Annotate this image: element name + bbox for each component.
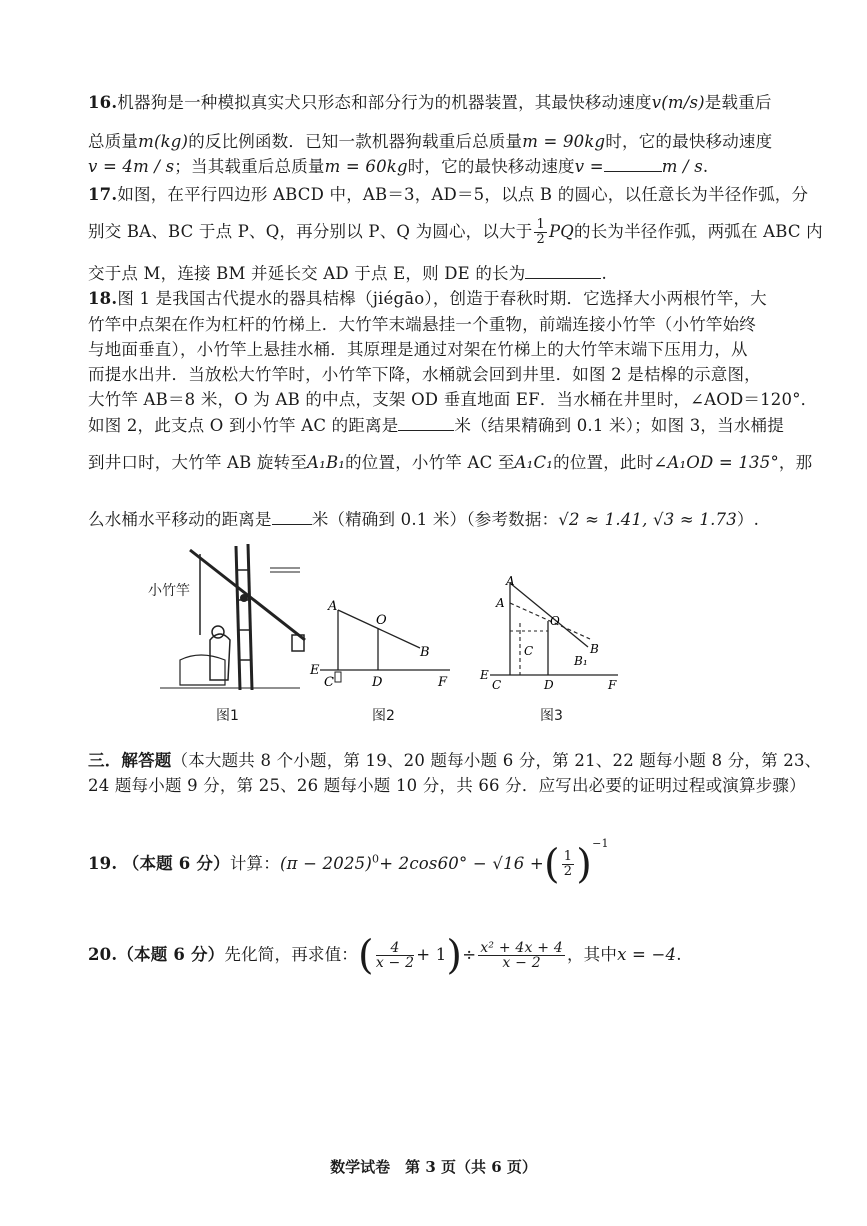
q16-answer-blank[interactable] <box>604 155 662 172</box>
q17-number: 17. <box>88 185 118 204</box>
q16-speed-eq: v = <box>574 157 604 176</box>
fig3-label-b1: B₁ <box>574 654 588 668</box>
q16-text-1: 机器狗是一种模拟真实犬只形态和部分行为的机器装置，其最快移动速度 <box>117 93 652 112</box>
q17-answer-blank[interactable] <box>525 262 601 279</box>
fig3-label-c2: C <box>492 678 502 692</box>
fig2-label-f: F <box>438 675 448 690</box>
fig2-label-b: B <box>420 645 430 660</box>
q18-reference-data: √2 ≈ 1.41, √3 ≈ 1.73 <box>558 510 737 529</box>
q20-line <box>88 930 682 981</box>
q18-text-7a: 到井口时，大竹竿 AB 旋转至 <box>88 453 308 472</box>
page-footer: 数学试卷 第 3 页（共 6 页） <box>330 1158 537 1176</box>
q16-mass-var: m(kg) <box>138 132 189 151</box>
fig3-label-a: A <box>496 596 505 610</box>
fig3-label-a1: A <box>506 575 515 588</box>
q16-text-3b: 时，它的最快移动速度 <box>407 157 575 176</box>
q18-a1b1: A₁B₁ <box>307 453 346 472</box>
q19-frac-den: 2 <box>563 864 573 879</box>
fig3-label-d: D <box>544 678 554 692</box>
q16-line-1 <box>88 92 772 114</box>
q18-text-8b: 米（精确到 0.1 米）（参考数据： <box>311 510 559 529</box>
q19-exp-0: 0 <box>371 852 380 866</box>
q18-a1c1: A₁C₁ <box>514 453 554 472</box>
q20-condition: x = −4 <box>617 945 677 964</box>
q16-speed-4: v = 4m / s <box>88 157 175 176</box>
q18-text-4: 而提水出井．当放松大竹竿时，小竹竿下降，水桶就会回到井里．如图 2 是桔槔的示意图， <box>88 365 761 384</box>
q16-mass-90: m = 90kg <box>522 132 606 151</box>
q17-frac-den: 2 <box>536 232 545 247</box>
q20-left-paren: ( <box>358 932 374 979</box>
q19-score: （本题 6 分） <box>122 854 230 873</box>
q16-line-2 <box>88 131 772 153</box>
q17-line-1 <box>88 184 808 206</box>
section-3-text-1: （本大题共 8 个小题，第 19、20 题每小题 6 分，第 21、22 题每小题 8 分，第 23、 <box>171 751 822 770</box>
q18-angle: ∠A₁OD = 135° <box>653 453 779 472</box>
fig3-label-c: C <box>524 644 534 658</box>
q19-right-paren: ) <box>576 841 593 888</box>
q17-text-1: 如图，在平行四边形 ABCD 中，AB＝3，AD＝5，以点 B 的圆心，以任意长为半径作弧，分 <box>117 185 809 204</box>
q18-text-5: 大竹竿 AB＝8 米，O 为 AB 的中点，支架 OD 垂直地面 EF．当水桶在井里时，∠AOD＝120°． <box>88 390 818 409</box>
q20-f1-den: x − 2 <box>375 955 415 971</box>
q18-text-2: 竹竿中点架在作为杠杆的竹梯上．大竹竿末端悬挂一个重物，前端连接小竹竿（小竹竿始终 <box>88 315 756 334</box>
q19-frac-num: 1 <box>563 849 573 864</box>
q20-fraction-1 <box>376 941 414 970</box>
q18-text-7b: 的位置，小竹竿 AC 至 <box>345 453 515 472</box>
figure-1-illustration <box>140 540 310 700</box>
q20-divide: ÷ <box>462 945 477 964</box>
q19-expr-1: (π − 2025) <box>279 854 372 873</box>
section-3-text-2: 24 题每小题 9 分，第 25、26 题每小题 10 分，共 66 分．应写出必要的证明过程或演算步骤） <box>88 776 806 795</box>
figure-1-caption: 图1 <box>216 708 239 724</box>
q18-text-6b: 米（结果精确到 0.1 米）；如图 3，当水桶提 <box>454 416 784 435</box>
fig2-label-a: A <box>328 599 338 614</box>
q16-text-2c: 时，它的最快移动速度 <box>605 132 773 151</box>
q18-line-4 <box>88 364 761 386</box>
q20-score: （本题 6 分） <box>117 945 225 964</box>
q19-line <box>88 822 609 887</box>
q19-expr-2: + 2cos60° − √16 + <box>379 854 544 873</box>
q16-number: 16. <box>88 93 118 112</box>
section-3-line-2 <box>88 775 806 797</box>
fig2-label-c: C <box>324 675 334 690</box>
q20-end: . <box>676 945 682 964</box>
q16-text-2a: 总质量 <box>88 132 139 151</box>
q16-unit: m / s <box>661 157 703 176</box>
q17-half-fraction <box>534 218 546 247</box>
q18-line-1 <box>88 288 767 310</box>
figure-3-caption: 图3 <box>540 708 563 724</box>
q20-fraction-2 <box>478 941 565 970</box>
q18-line-8 <box>88 508 759 531</box>
q18-text-7c: 的位置，此时 <box>553 453 654 472</box>
fig2-label-d: D <box>372 675 383 690</box>
q20-f2-num: x² + 4x + 4 <box>480 940 563 956</box>
q19-number: 19. <box>88 854 118 873</box>
q20-right-paren: ) <box>446 932 463 979</box>
q18-text-6a: 如图 2，此支点 O 到小竹竿 AC 的距离是 <box>88 416 399 435</box>
q18-text-8c: ）. <box>736 510 760 529</box>
q16-speed-var: v(m/s) <box>651 93 705 112</box>
q17-line-2 <box>88 218 823 247</box>
q18-text-7d: ，那 <box>778 453 813 472</box>
q18-answer-blank-2[interactable] <box>272 508 312 525</box>
q20-f2-den: x − 2 <box>502 955 541 971</box>
q17-end: . <box>601 264 607 283</box>
fig3-label-o: O <box>550 614 560 628</box>
q16-text-3a: ；当其载重后总质量 <box>174 157 325 176</box>
q20-f1-num: 4 <box>376 941 414 956</box>
figure-2-caption: 图2 <box>372 708 395 724</box>
q20-tail: ，其中 <box>566 945 618 964</box>
q18-line-2 <box>88 314 756 336</box>
fig3-pole-a1b1 <box>510 583 588 647</box>
q16-end: . <box>702 157 709 176</box>
q18-line-5 <box>88 389 817 411</box>
q16-line-3 <box>88 155 708 178</box>
fig3-label-b: B <box>590 642 599 656</box>
q17-pq: PQ <box>548 222 574 241</box>
q19-exp-neg1: −1 <box>592 837 609 850</box>
q18-line-7 <box>88 452 812 474</box>
q16-mass-60: m = 60kg <box>324 157 408 176</box>
figure-2-diagram <box>300 590 460 700</box>
q16-text-2b: 的反比例函数．已知一款机器狗载重后总质量 <box>188 132 523 151</box>
q19-lead: 计算： <box>229 854 280 873</box>
q18-line-6 <box>88 414 784 437</box>
fig3-label-e: E <box>480 668 489 682</box>
q20-plus-one: + 1 <box>416 945 447 964</box>
q18-text-3: 与地面垂直），小竹竿上悬挂水桶．其原理是通过对架在竹梯上的大竹竿末端下压用力，从 <box>88 340 748 359</box>
q18-number: 18. <box>88 289 118 308</box>
q19-left-paren: ( <box>543 841 560 888</box>
q18-line-3 <box>88 339 748 361</box>
q16-text-1-end: 是载重后 <box>704 93 772 112</box>
fig2-label-e: E <box>310 663 320 678</box>
q19-fraction <box>562 850 574 879</box>
q17-text-2a: 别交 BA、BC 于点 P、Q，再分别以 P、Q 为圆心，以大于 <box>88 222 533 241</box>
q18-text-1: 图 1 是我国古代提水的器具桔槔（jiégāo），创造于春秋时期．它选择大小两根竹竿，大 <box>117 289 767 308</box>
fig3-label-f: F <box>608 678 617 692</box>
q18-text-8a: 么水桶水平移动的距离是 <box>88 510 272 529</box>
section-3-title: 三．解答题 <box>88 751 172 770</box>
q20-number: 20. <box>88 945 118 964</box>
section-3-line-1 <box>88 750 821 772</box>
q20-lead: 先化简，再求值： <box>224 945 358 964</box>
q17-line-3 <box>88 262 607 285</box>
figure-3-diagram <box>470 575 630 700</box>
fig2-label-o: O <box>376 613 387 628</box>
q17-text-3: 交于点 M，连接 BM 并延长交 AD 于点 E，则 DE 的长为 <box>88 264 526 283</box>
q18-answer-blank-1[interactable] <box>398 414 454 431</box>
q17-text-2b: 的长为半径作弧，两弧在 ABC 内 <box>574 222 823 241</box>
q17-frac-num: 1 <box>536 217 545 232</box>
figure-1-label: 小竹竿 <box>148 583 190 599</box>
